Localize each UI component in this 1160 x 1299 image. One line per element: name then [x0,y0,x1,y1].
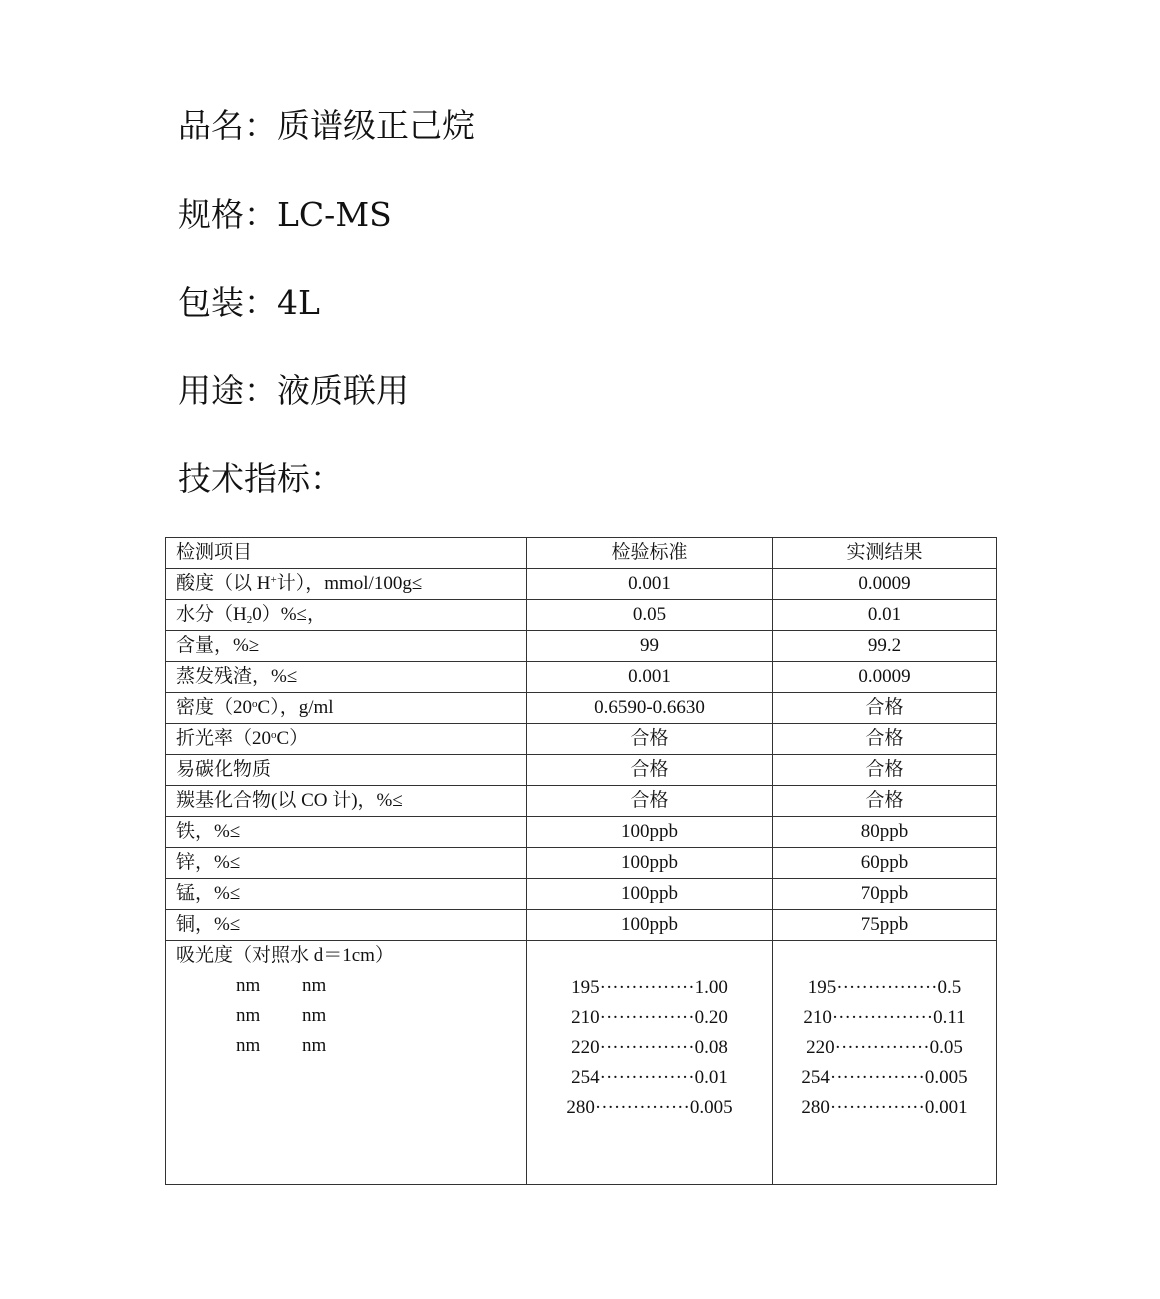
item-subscript: 2 [246,614,253,626]
table-row [166,817,997,848]
nm-row [176,971,516,1001]
nm-unit: nm [302,1035,327,1056]
standard-cell: 合格 [527,724,773,755]
product-name-line: 品名：质谱级正己烷 [178,106,475,145]
item-text-pre: 折光率（20 [176,728,272,749]
standard-cell: 100ppb [527,848,773,879]
standard-cell: 0.001 [527,662,773,693]
table-row [166,724,997,755]
item-cell: 铁，%≤ [166,817,527,848]
result-cell: 0.0009 [773,662,997,693]
item-cell: 蒸发残渣，%≤ [166,662,527,693]
spec-table [165,537,997,1185]
absorbance-item-cell [166,941,527,1185]
table-row [166,600,997,631]
spec-table-body [166,538,997,1185]
absorbance-entry: 210···············0.20 [571,1007,728,1028]
absorbance-entry: 195················0.5 [807,977,962,998]
spec-line: 规格：LC-MS [178,195,392,234]
absorbance-entry: 210················0.11 [803,1007,966,1028]
item-cell [166,724,527,755]
nm-unit: nm [236,975,261,996]
result-cell: 75ppb [773,910,997,941]
table-row [166,693,997,724]
item-text-pre: 密度（20 [176,697,253,718]
usage-line: 用途：液质联用 [178,371,409,410]
absorbance-entry: 254···············0.005 [801,1067,968,1088]
table-row [166,879,997,910]
result-cell: 合格 [773,786,997,817]
header-item: 检测项目 [166,538,527,569]
item-cell [166,569,527,600]
item-text-pre: 酸度（以 H [176,573,271,594]
nm-unit: nm [236,1005,261,1026]
nm-row [176,1031,516,1061]
result-cell: 0.01 [773,600,997,631]
item-text-post: C） [276,728,309,749]
table-row [166,569,997,600]
table-row [166,848,997,879]
standard-cell: 0.001 [527,569,773,600]
item-cell: 锌，%≤ [166,848,527,879]
result-cell: 0.0009 [773,569,997,600]
result-cell: 60ppb [773,848,997,879]
header-standard: 检验标准 [527,538,773,569]
standard-cell: 100ppb [527,879,773,910]
header-result: 实测结果 [773,538,997,569]
absorbance-entry: 220···············0.05 [806,1037,963,1058]
standard-cell: 99 [527,631,773,662]
absorbance-entry: 220···············0.08 [571,1037,728,1058]
item-text-pre: 水分（H [176,604,247,625]
standard-cell: 合格 [527,786,773,817]
standard-cell: 合格 [527,755,773,786]
item-cell: 铜，%≤ [166,910,527,941]
item-cell [166,600,527,631]
result-cell: 合格 [773,693,997,724]
package-line: 包装：4L [178,283,320,322]
absorbance-entry: 195···············1.00 [571,977,728,998]
tech-heading: 技术指标： [178,459,343,498]
item-superscript: o [271,729,277,741]
absorbance-row [166,941,997,1185]
standard-cell: 0.6590-0.6630 [527,693,773,724]
item-superscript: + [270,574,277,586]
table-row [166,786,997,817]
item-superscript: o [252,698,258,710]
standard-cell: 100ppb [527,817,773,848]
table-row [166,631,997,662]
item-cell: 含量，%≥ [166,631,527,662]
nm-unit: nm [302,1005,327,1026]
nm-unit: nm [302,975,327,996]
table-header-row [166,538,997,569]
item-cell [166,693,527,724]
item-cell: 羰基化合物(以 CO 计)，%≤ [166,786,527,817]
absorbance-result-cell-list [783,941,986,1123]
result-cell: 99.2 [773,631,997,662]
nm-unit: nm [236,1035,261,1056]
absorbance-title: 吸光度（对照水 d＝1cm） [176,945,394,966]
result-cell: 合格 [773,724,997,755]
item-text-post: 0）%≤， [252,604,326,625]
result-cell: 80ppb [773,817,997,848]
absorbance-standard-cell-list [537,941,762,1123]
absorbance-result-cell [773,941,997,1185]
standard-cell: 0.05 [527,600,773,631]
nm-row [176,1001,516,1031]
result-cell: 合格 [773,755,997,786]
absorbance-entry: 280···············0.001 [801,1097,968,1118]
item-cell: 锰，%≤ [166,879,527,910]
item-cell: 易碳化物质 [166,755,527,786]
table-row [166,755,997,786]
table-row [166,910,997,941]
result-cell: 70ppb [773,879,997,910]
absorbance-standard-cell [527,941,773,1185]
standard-cell: 100ppb [527,910,773,941]
absorbance-entry: 254···············0.01 [571,1067,728,1088]
item-text-post: C），g/ml [257,697,334,718]
table-row [166,662,997,693]
item-text-post: 计），mmol/100g≤ [276,573,423,594]
absorbance-entry: 280···············0.005 [566,1097,733,1118]
